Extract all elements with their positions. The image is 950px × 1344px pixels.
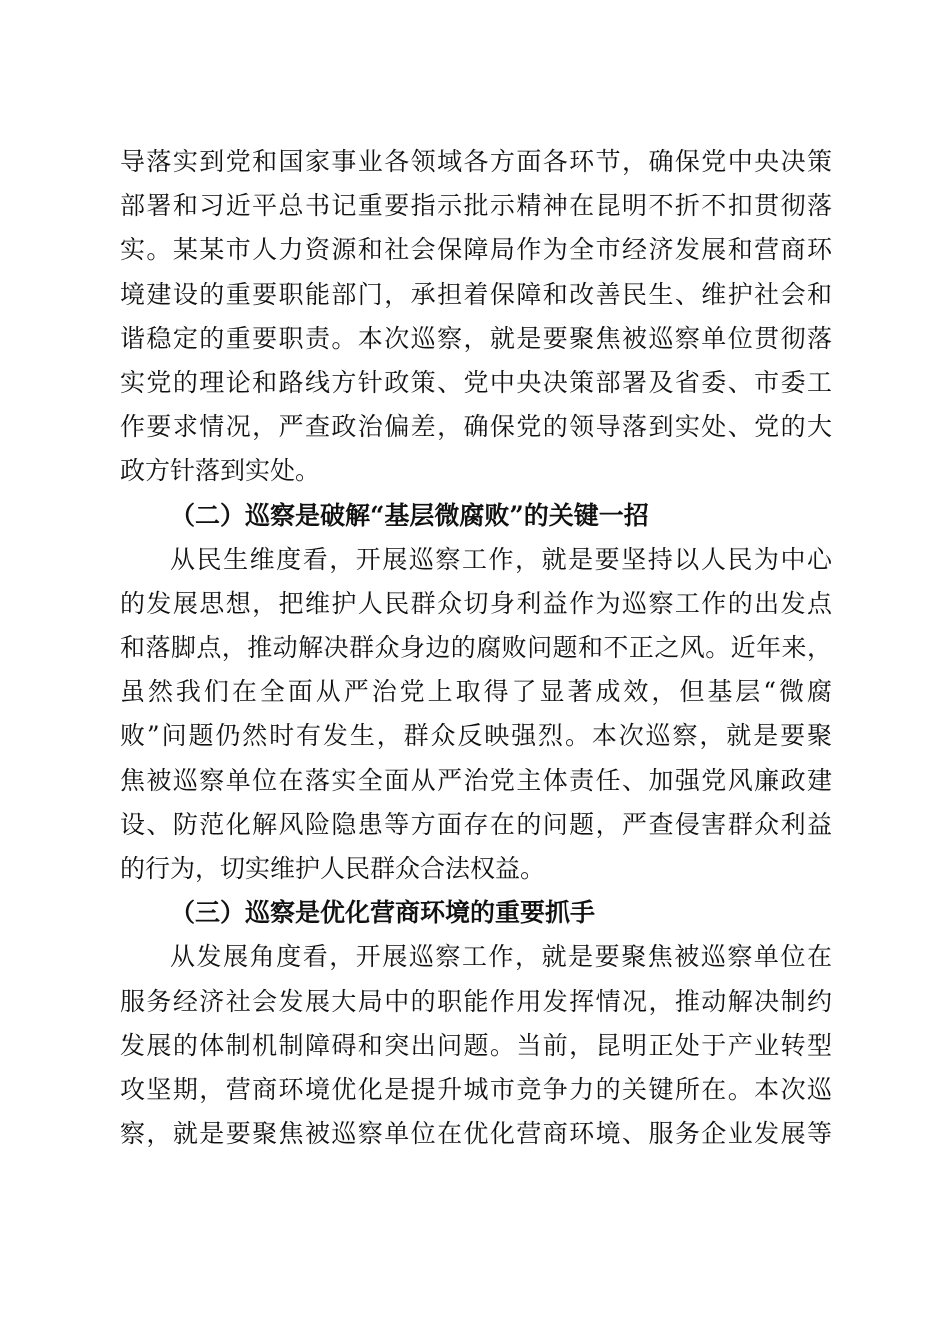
paragraph-line: 实。某某市人力资源和社会保障局作为全市经济发展和营商环 [120,235,832,265]
paragraph-line: 的行为，切实维护人民群众合法权益。 [120,854,546,883]
paragraph-line: 和落脚点，推动解决群众身边的腐败问题和不正之风。近年来， [120,633,832,663]
paragraph-line: 的发展思想，把维护人民群众切身利益作为巡察工作的出发点 [120,588,832,618]
paragraph-line: 从民生维度看，开展巡察工作，就是要坚持以人民为中心 [170,544,832,574]
paragraph-line: 从发展角度看，开展巡察工作，就是要聚焦被巡察单位在 [170,942,832,972]
paragraph-line: 焦被巡察单位在落实全面从严治党主体责任、加强党风廉政建 [120,765,832,795]
paragraph-line: 实党的理论和路线方针政策、党中央决策部署及省委、市委工 [120,367,832,397]
paragraph-line: 败”问题仍然时有发生，群众反映强烈。本次巡察，就是要聚 [120,721,832,751]
paragraph-line: 谐稳定的重要职责。本次巡察，就是要聚焦被巡察单位贯彻落 [120,323,832,353]
document-body [120,140,832,1156]
paragraph-line: 虽然我们在全面从严治党上取得了显著成效，但基层“微腐 [120,677,832,707]
paragraph-line: 境建设的重要职能部门，承担着保障和改善民生、维护社会和 [120,279,832,309]
paragraph-line: 政方针落到实处。 [120,456,321,486]
paragraph-line: 设、防范化解风险隐患等方面存在的问题，严查侵害群众利益 [120,809,832,839]
paragraph-line: 察，就是要聚焦被巡察单位在优化营商环境、服务企业发展等 [120,1119,832,1149]
section-heading: （三）巡察是优化营商环境的重要抓手 [170,898,596,928]
paragraph-line: 服务经济社会发展大局中的职能作用发挥情况，推动解决制约 [120,986,832,1016]
paragraph-line: 攻坚期，营商环境优化是提升城市竞争力的关键所在。本次巡 [120,1074,832,1104]
paragraph-line: 作要求情况，严查政治偏差，确保党的领导落到实处、党的大 [120,412,832,442]
paragraph-line: 部署和习近平总书记重要指示批示精神在昆明不折不扣贯彻落 [120,191,832,221]
paragraph-line: 发展的体制机制障碍和突出问题。当前，昆明正处于产业转型 [120,1030,832,1060]
paragraph-line: 导落实到党和国家事业各领域各方面各环节，确保党中央决策 [120,147,832,176]
section-heading: （二）巡察是破解“基层微腐败”的关键一招 [170,500,649,530]
